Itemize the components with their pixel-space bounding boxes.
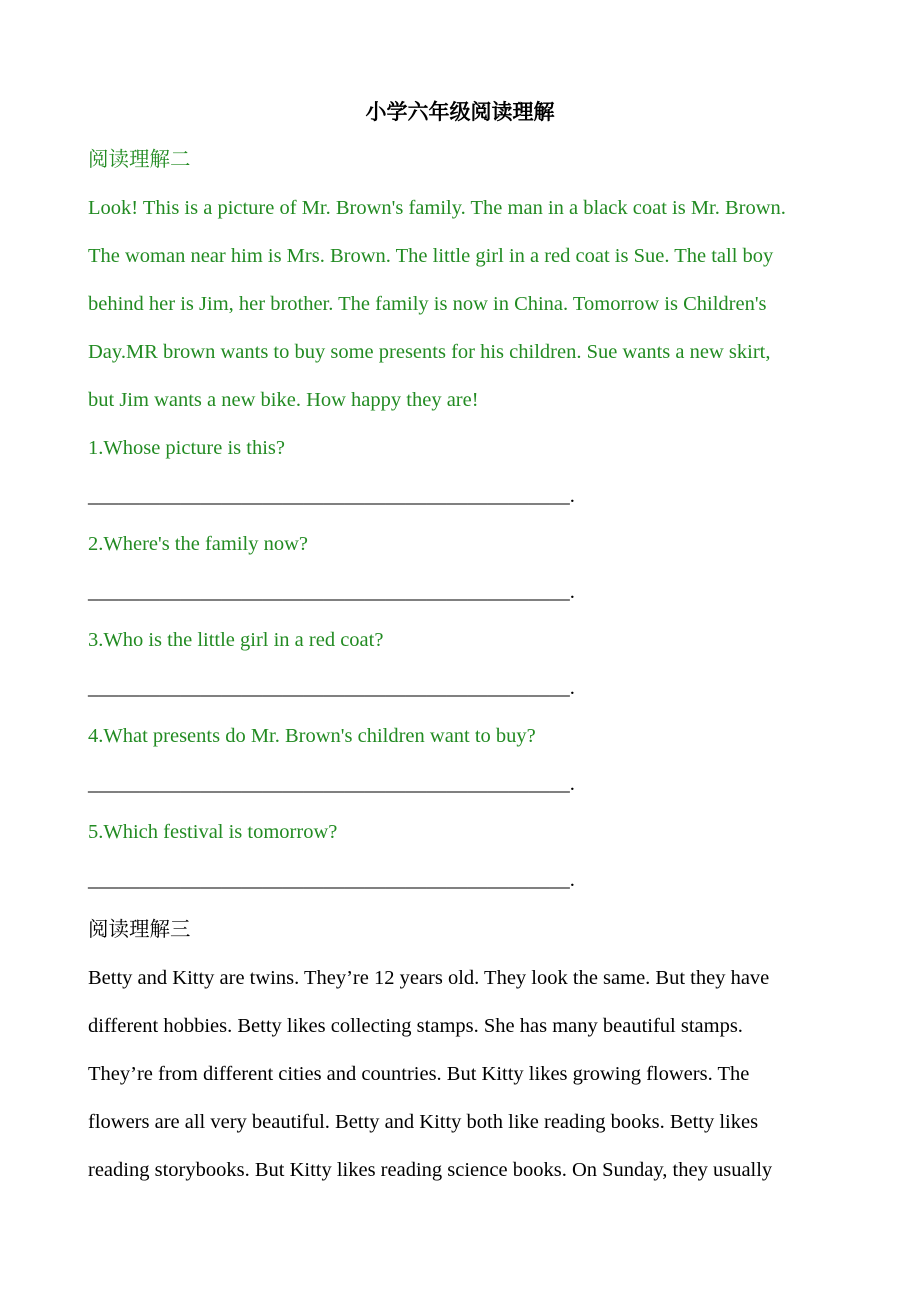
- section2-passage-line: Look! This is a picture of Mr. Brown's family. The man in a black coat is Mr. Brown.: [88, 197, 786, 219]
- section3-passage-line: different hobbies. Betty likes collecting stamps. She has many beautiful stamps.: [88, 1015, 743, 1037]
- answer-line-4: _______________________________________________.: [88, 773, 575, 795]
- answer-line-5: _______________________________________________.: [88, 869, 575, 891]
- answer-line-2: _______________________________________________.: [88, 581, 575, 603]
- answer-line-3: _______________________________________________.: [88, 677, 575, 699]
- section3-passage-line: Betty and Kitty are twins. They’re 12 years old. They look the same. But they have: [88, 967, 770, 989]
- section2-passage-line: The woman near him is Mrs. Brown. The little girl in a red coat is Sue. The tall boy: [88, 245, 774, 267]
- question-4: 4.What presents do Mr. Brown's children want to buy?: [88, 725, 536, 747]
- answer-line-1: _______________________________________________.: [88, 485, 575, 507]
- section2-heading: 阅读理解二: [88, 149, 191, 171]
- section3-passage-line: They’re from different cities and countries. But Kitty likes growing flowers. The: [88, 1063, 750, 1085]
- page-title: 小学六年级阅读理解: [365, 100, 555, 124]
- section3-passage-line: reading storybooks. But Kitty likes reading science books. On Sunday, they usually: [88, 1159, 773, 1181]
- section2-passage-line: but Jim wants a new bike. How happy they are!: [88, 389, 479, 411]
- question-2: 2.Where's the family now?: [88, 533, 309, 555]
- question-1: 1.Whose picture is this?: [88, 437, 285, 459]
- section3-passage-line: flowers are all very beautiful. Betty and Kitty both like reading books. Betty likes: [88, 1111, 759, 1133]
- section2-passage-line: behind her is Jim, her brother. The family is now in China. Tomorrow is Children's: [88, 293, 767, 315]
- section2-passage-line: Day.MR brown wants to buy some presents for his children. Sue wants a new skirt,: [88, 341, 771, 363]
- section3-heading: 阅读理解三: [88, 919, 191, 941]
- question-5: 5.Which festival is tomorrow?: [88, 821, 338, 843]
- question-3: 3.Who is the little girl in a red coat?: [88, 629, 384, 651]
